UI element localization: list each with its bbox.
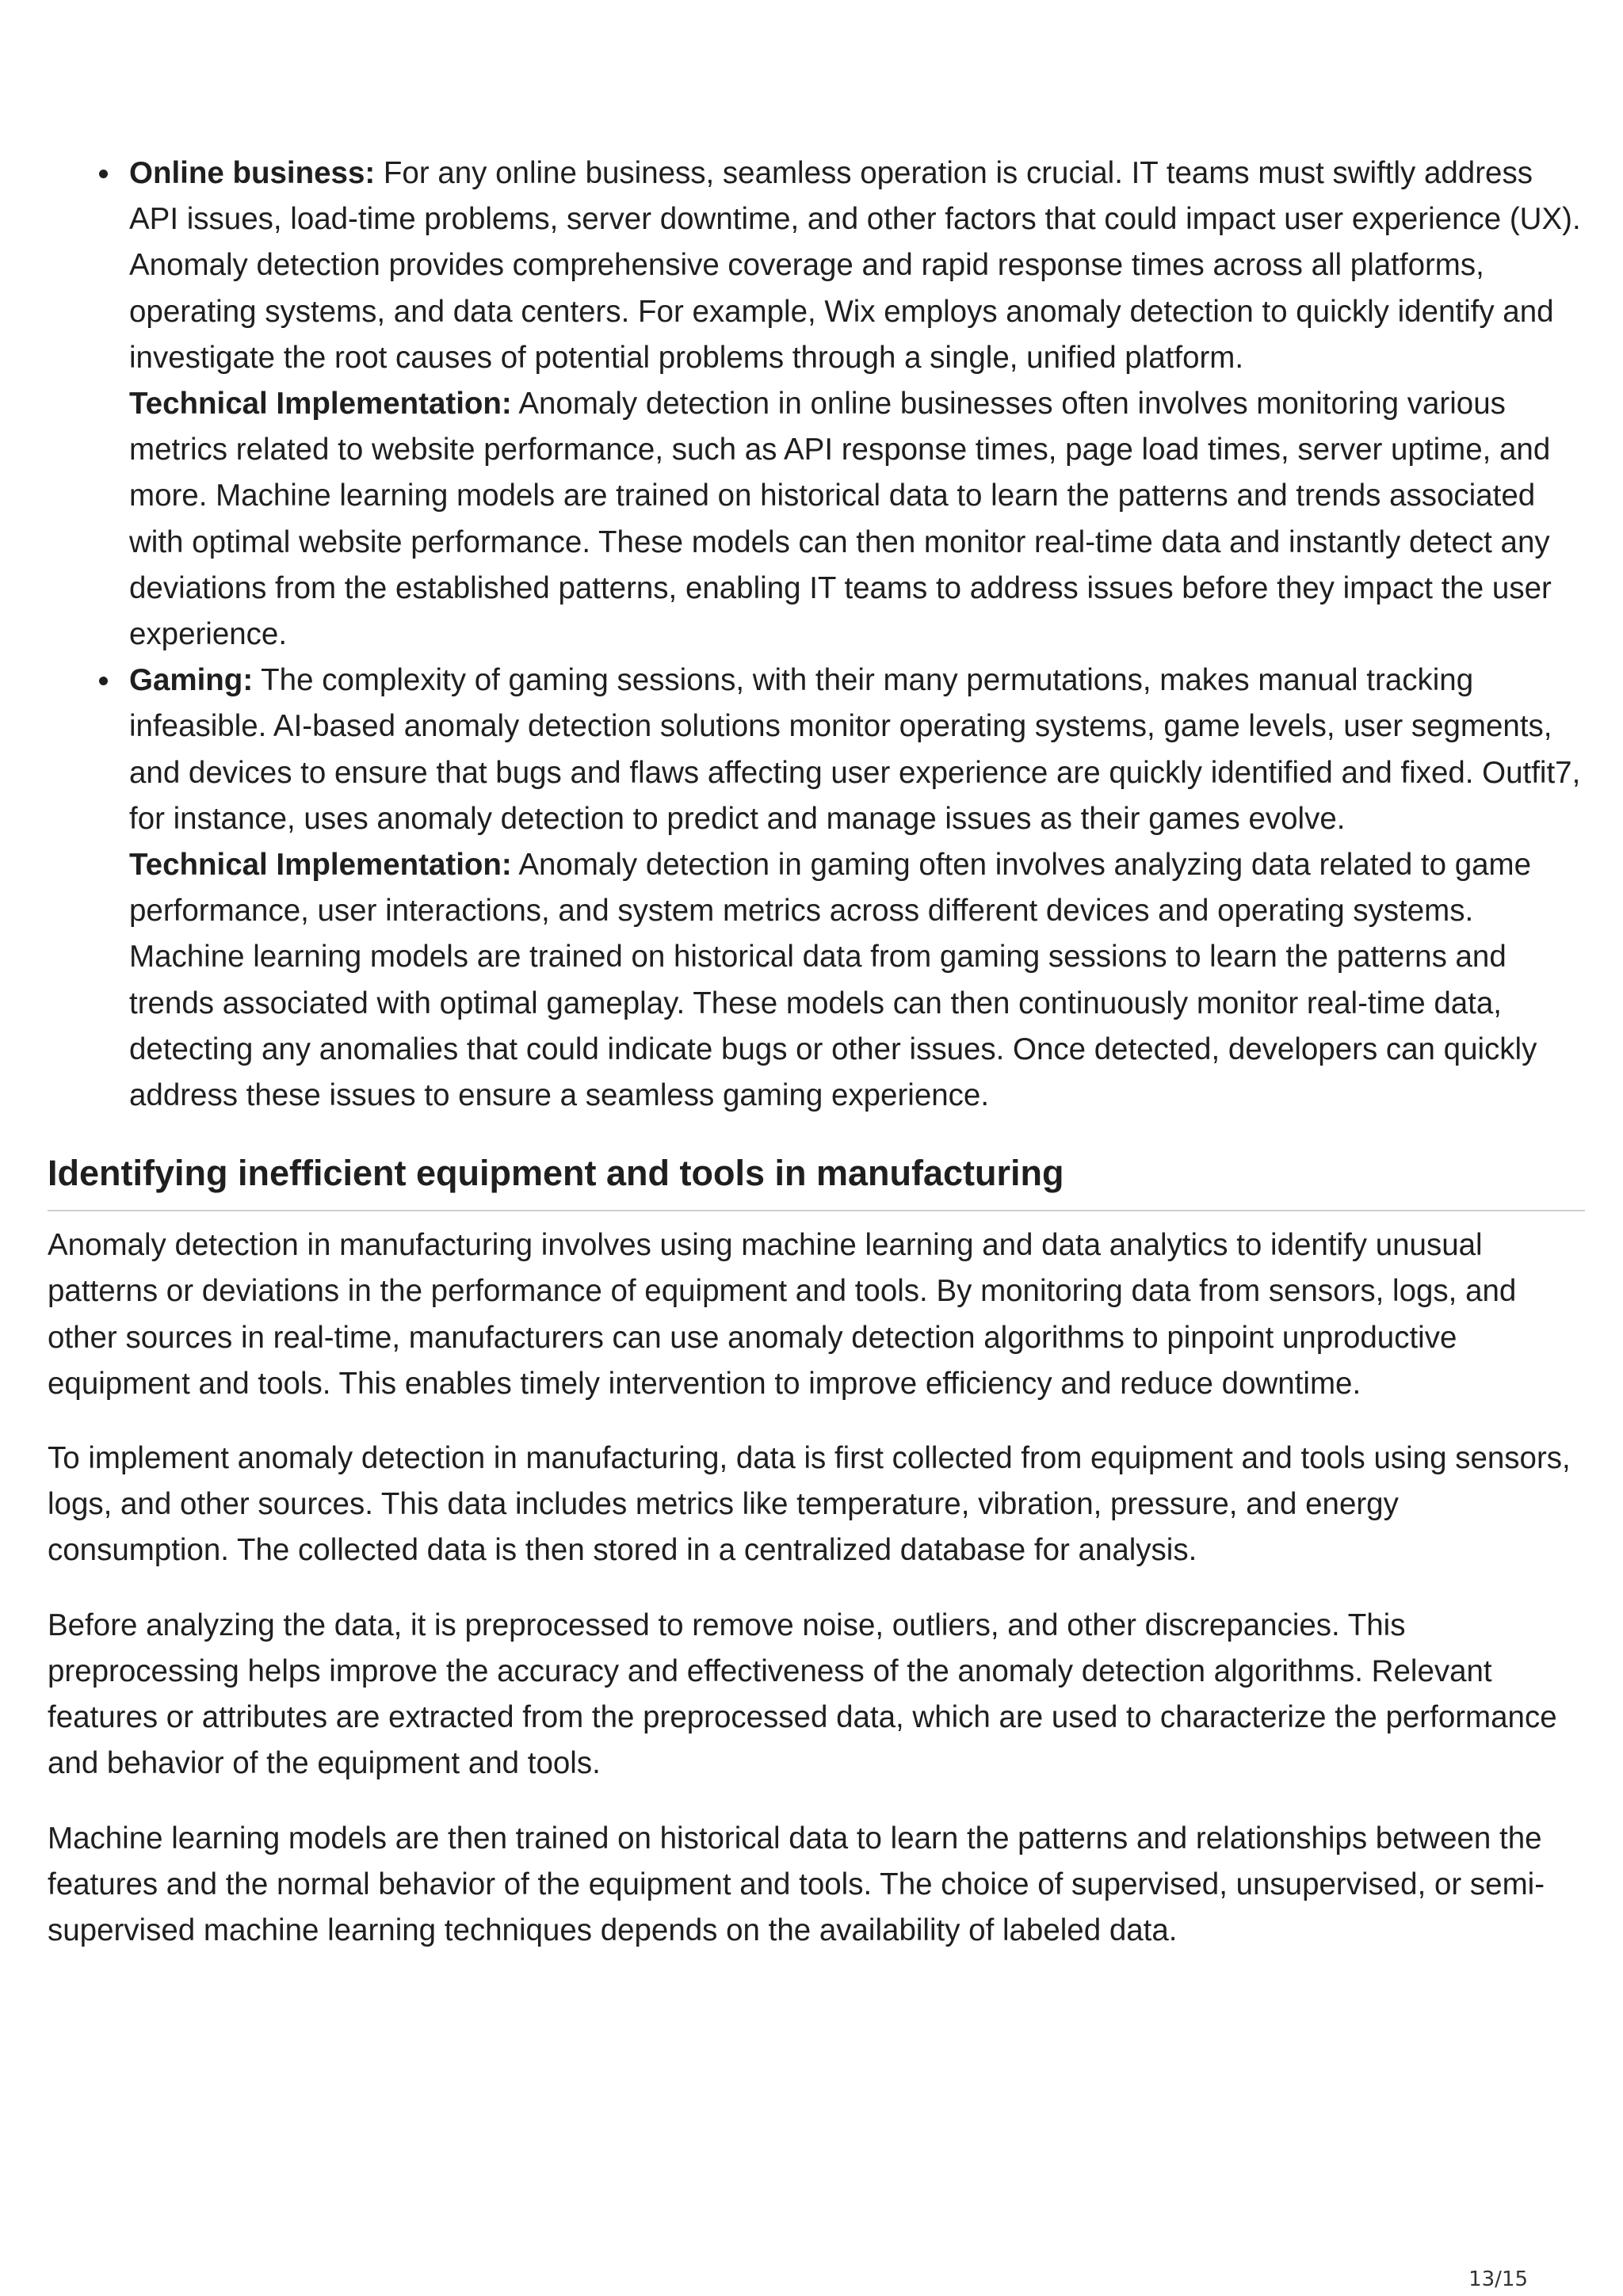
technical-implementation — [129, 381, 1585, 658]
page-number: 13/15 — [1468, 2267, 1528, 2291]
implementation-term: Technical Implementation: — [129, 387, 512, 421]
implementation-text: Anomaly detection in gaming often involves analyzing data related to game performance, user interactions, and system metrics across different devices and operating systems. Machine learning models are trained on historical data from gaming sessions to learn the patterns and trends associated with optimal gameplay. These models can then continuously monitor real-time data, detecting any anomalies that could indicate bugs or other issues. Once detected, developers can quickly address these issues to ensure a seamless gaming experience. — [129, 848, 1537, 1113]
bullet-term: Gaming: — [129, 663, 254, 698]
bullet-text: The complexity of gaming sessions, with their many permutations, makes manual tracking infeasible. AI-based anomaly detection solutions monitor operating systems, game levels, user segments, and devices to ensure that bugs and flaws affecting user experience are quickly identified and fixed. Outfit7, for instance, uses anomaly detection to predict and manage issues as their games evolve. — [129, 663, 1581, 836]
paragraph: To implement anomaly detection in manufacturing, data is first collected from equipment and tools using sensors, logs, and other sources. This data includes metrics like temperature, vibration, pressure, and energy consumption. The collected data is then stored in a centralized database for analysis. — [48, 1441, 1571, 1568]
list-item — [129, 151, 1585, 658]
section-body — [48, 1222, 1585, 1954]
technical-implementation — [129, 842, 1585, 1119]
list-item — [129, 658, 1585, 1119]
paragraph: Machine learning models are then trained on historical data to learn the patterns and relationships between the features and the normal behavior of the equipment and tools. The choice of supervised, unsupervised, or semi-supervised machine learning techniques depends on the availability of labeled data. — [48, 1821, 1545, 1947]
bullet-text: For any online business, seamless operation is crucial. IT teams must swiftly address API issues, load-time problems, server downtime, and other factors that could impact user experience (UX). Anomaly detection provides comprehensive coverage and rapid response times across all platforms, operating systems, and data centers. For example, Wix employs anomaly detection to quickly identify and investigate the root causes of potential problems through a single, unified platform. — [129, 156, 1581, 375]
paragraph: Before analyzing the data, it is preprocessed to remove noise, outliers, and other discrepancies. This preprocessing helps improve the accuracy and effectiveness of the anomaly detection algorithms. Relevant features or attributes are extracted from the preprocessed data, which are used to characterize the performance and behavior of the equipment and tools. — [48, 1608, 1557, 1781]
document-page — [48, 151, 1585, 1954]
paragraph: Anomaly detection in manufacturing involves using machine learning and data analytics to identify unusual patterns or deviations in the performance of equipment and tools. By monitoring data from sensors, logs, and other sources in real-time, manufacturers can use anomaly detection algorithms to pinpoint unproductive equipment and tools. This enables timely intervention to improve efficiency and reduce downtime. — [48, 1228, 1517, 1401]
use-case-list — [48, 151, 1585, 1119]
implementation-text: Anomaly detection in online businesses often involves monitoring various metrics related to website performance, such as API response times, page load times, server uptime, and more. Machine learning models are trained on historical data to learn the patterns and trends associated with optimal website performance. These models can then monitor real-time data and instantly detect any deviations from the established patterns, enabling IT teams to address issues before they impact the user experience. — [129, 387, 1552, 652]
bullet-term: Online business: — [129, 156, 376, 190]
bullet-icon — [99, 170, 108, 178]
bullet-description — [129, 151, 1585, 381]
implementation-term: Technical Implementation: — [129, 848, 512, 883]
bullet-icon — [99, 677, 108, 685]
bullet-description — [129, 658, 1585, 842]
section-heading: Identifying inefficient equipment and tools in manufacturing — [48, 1150, 1585, 1211]
